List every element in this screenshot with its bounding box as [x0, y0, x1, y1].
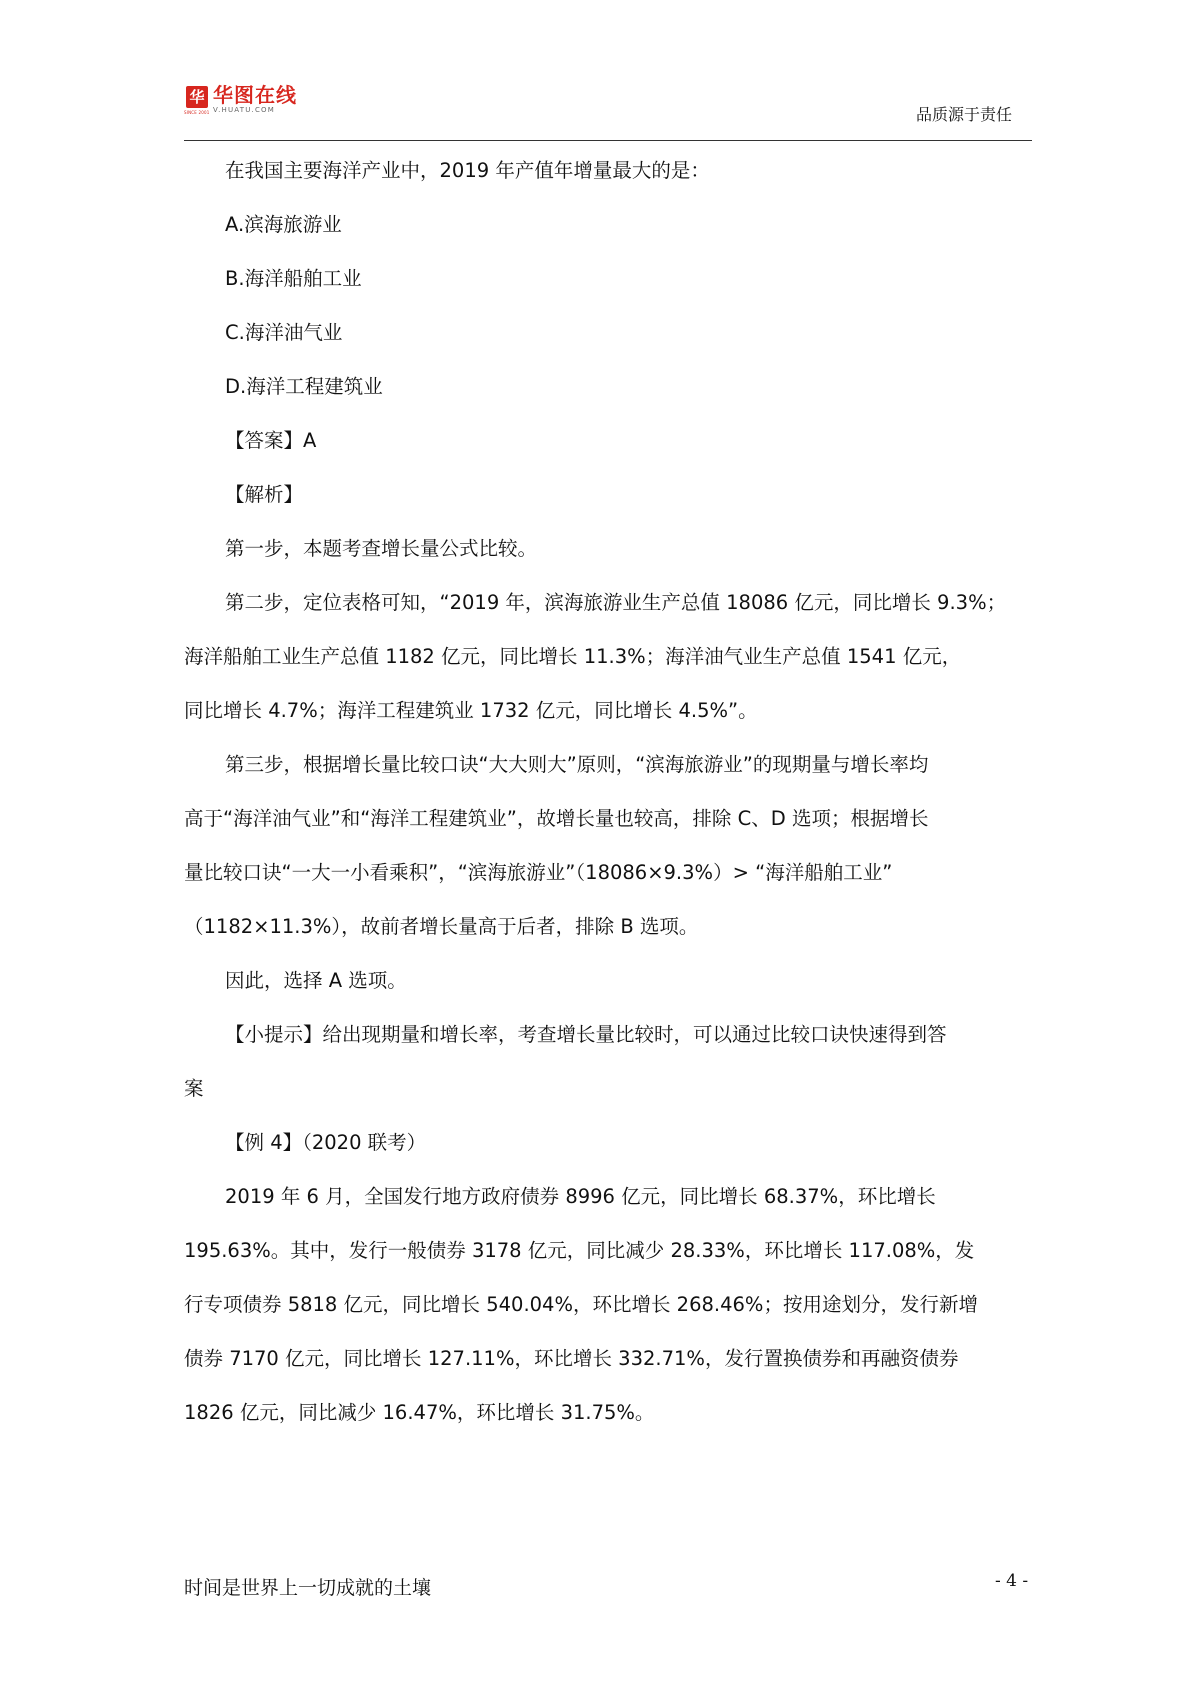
page-number: - 4 - — [995, 1571, 1029, 1591]
step-2-line: 同比增长 4.7%；海洋工程建筑业 1732 亿元，同比增长 4.5%”。 — [184, 699, 758, 722]
header-slogan: 品质源于责任 — [915, 105, 1012, 124]
logo-url: V.HUATU.COM — [213, 106, 276, 114]
option-a: A.滨海旅游业 — [225, 213, 342, 236]
option-d: D.海洋工程建筑业 — [225, 375, 383, 398]
footer-motto: 时间是世界上一切成就的土壤 — [184, 1577, 432, 1599]
huatu-logo-icon: 华 SINCE 2001 — [184, 88, 210, 115]
document-body — [184, 144, 1044, 1440]
question-text: 在我国主要海洋产业中，2019 年产值年增量最大的是： — [225, 159, 710, 182]
step-3-line: 高于“海洋油气业”和“海洋工程建筑业”，故增长量也较高，排除 C、D 选项；根据增长 — [184, 807, 929, 830]
passage-line: 2019 年 6 月，全国发行地方政府债券 8996 亿元，同比增长 68.37%，环比增长 — [225, 1185, 936, 1208]
step-3-line: 量比较口诀“一大一小看乘积”，“滨海旅游业”（18086×9.3%）> “海洋船舶工业” — [184, 861, 893, 884]
passage-line: 1826 亿元，同比减少 16.47%，环比增长 31.75%。 — [184, 1401, 655, 1424]
passage-line: 债券 7170 亿元，同比增长 127.11%，环比增长 332.71%，发行置换债券和再融资债券 — [184, 1347, 959, 1370]
option-b: B.海洋船舶工业 — [225, 267, 362, 290]
huatu-logo — [184, 84, 297, 120]
page-header — [184, 84, 1032, 141]
option-c: C.海洋油气业 — [225, 321, 343, 344]
conclusion: 因此，选择 A 选项。 — [225, 969, 407, 992]
tip-line: 案 — [184, 1077, 204, 1100]
answer-line: 【答案】A — [225, 429, 317, 452]
logo-name: 华图在线 — [213, 83, 297, 107]
passage-line: 195.63%。其中，发行一般债券 3178 亿元，同比减少 28.33%，环比增长 117.08%，发 — [184, 1239, 975, 1262]
passage-line: 行专项债券 5818 亿元，同比增长 540.04%，环比增长 268.46%；按用途划分，发行新增 — [184, 1293, 978, 1316]
analysis-title: 【解析】 — [225, 483, 304, 506]
example-title: 【例 4】（2020 联考） — [225, 1131, 427, 1154]
step-2-line: 第二步，定位表格可知，“2019 年，滨海旅游业生产总值 18086 亿元，同比增长 9.3%； — [225, 591, 1007, 614]
step-2-line: 海洋船舶工业生产总值 1182 亿元，同比增长 11.3%；海洋油气业生产总值 1541 亿元， — [184, 645, 962, 668]
tip-line: 【小提示】给出现期量和增长率，考查增长量比较时，可以通过比较口诀快速得到答 — [225, 1023, 947, 1046]
step-3-line: （1182×11.3%），故前者增长量高于后者，排除 B 选项。 — [184, 915, 699, 938]
step-1: 第一步，本题考查增长量公式比较。 — [225, 537, 538, 560]
step-3-line: 第三步，根据增长量比较口诀“大大则大”原则，“滨海旅游业”的现期量与增长率均 — [225, 753, 929, 776]
